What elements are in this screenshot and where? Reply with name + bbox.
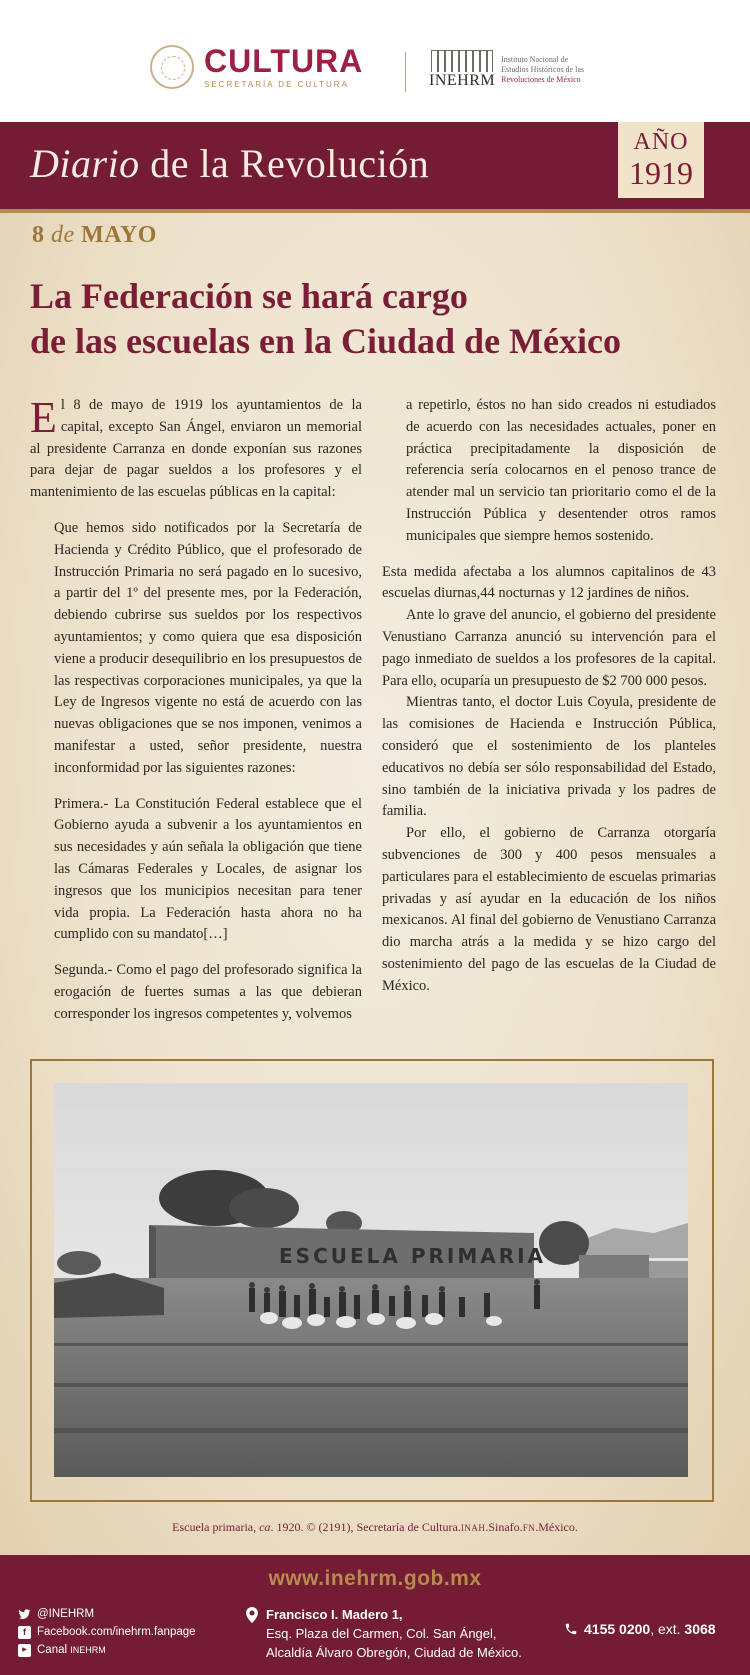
inehrm-line-1: Instituto Nacional de [501,54,569,64]
location-pin-icon [246,1607,258,1623]
headline-line-1: La Federación se hará cargo [30,276,468,316]
year-badge [618,122,704,198]
article-column-right [382,395,716,998]
address-line-2: Esq. Plaza del Carmen, Col. San Ángel, [266,1626,497,1641]
drop-cap: E [30,393,57,442]
photo-caption [0,1520,750,1535]
title-italic: Diario [30,141,140,186]
phone-contact[interactable] [564,1621,716,1637]
phone-icon [564,1622,578,1636]
article-date [32,222,157,249]
year-label: AÑO [633,129,689,155]
building-icon [431,50,493,72]
twitter-icon [18,1608,31,1621]
quote-paragraph-3: Segunda.- Como el pago del profesorado significa la erogación de fuertes sumas a las que debieran corresponder los ingresos competentes y, volvemos [54,962,362,1022]
social-links [18,1605,196,1659]
website-link[interactable]: www.inehrm.gob.mx [268,1567,482,1590]
address-line-3: Alcaldía Álvaro Obregón, Ciudad de México. [266,1645,522,1660]
youtube-icon: ▶ [18,1644,31,1657]
caption-inah: INAH [460,1523,486,1533]
address [246,1605,522,1662]
photo-wall-text: ESCUELA PRIMARIA [279,1244,547,1268]
inehrm-wordmark: INEHRM [429,72,496,89]
title-rest: de la Revolución [139,141,430,186]
quote-paragraph-1: Que hemos sido notificados por la Secretaría de Hacienda y Crédito Público, que el profesorado de Instrucción Primaria no será pagado en lo sucesivo, a partir del 1º del presente mes, por la Federación, debiendo cubrirse sus sueldos por los respectivos ayuntamientos; y como quiera que esa disposición viene a producir desequilibrio en los presupuestos de las respectivas corporaciones municipales, ya que la Ley de Ingresos vigente no está de acuerdo con las nuevas obligaciones que se nos imponen, venimos a manifestar a usted, señor presidente, nuestra inconformidad por las siguientes razones: [54,519,362,776]
twitter-link[interactable] [18,1605,196,1623]
caption-ca: ca [259,1520,271,1534]
inehrm-logo[interactable] [429,50,611,89]
youtube-prefix: Canal [37,1644,71,1656]
youtube-channel: INEHRM [70,1645,106,1655]
inehrm-line-2: Estudios Históricos de las [501,64,584,74]
title-band [0,122,750,213]
headline-line-2: de las escuelas en la Ciudad de México [30,321,621,361]
twitter-handle: @INEHRM [37,1608,95,1620]
facebook-icon: f [18,1626,31,1639]
article-column-left [30,395,362,1026]
date-month: MAYO [81,222,157,248]
inehrm-line-3: Revoluciones de México [501,74,581,84]
quote-paragraph-2: Primera.- La Constitución Federal establece que el Gobierno ayuda a subvenir a los ayuntamientos en sus necesidades y aún señala la obligación que tiene las Cámaras Federales y Locales, de asignar los ingresos que los municipios necesitan para tener vida propia. La Federación hasta ahora no ha cumplido con su mandato[…] [54,795,362,943]
facebook-page: Facebook.com/inehrm.fanpage [37,1626,196,1638]
cultura-logo[interactable] [150,45,363,89]
article-headline [30,274,720,364]
caption-fn: FN [522,1523,536,1533]
logo-divider [405,52,406,92]
facebook-link[interactable] [18,1623,196,1641]
quote-paragraph-3-continued: a repetirlo, éstos no han sido creados ni estudiados de acuerdo con las necesidades actuales, poner en práctica precipitadamente la disposición de referencia sería colocarnos en el penoso trance de atender mal un servicio tan prioritario como el de la Instrucción Pública y desentender otros ramos municipales que siempre hemos sostenido. [406,397,716,544]
paragraph-schools: Esta medida afectaba a los alumnos capitalinos de 43 escuelas diurnas,44 nocturnas y 12 jardines de niños. [382,563,716,602]
phone-ext-label: , ext. [650,1621,685,1637]
date-day: 8 [32,222,45,248]
date-de: de [51,222,75,248]
paragraph-carranza: Ante lo grave del anuncio, el gobierno del presidente Venustiano Carranza anunció su intervención para el pago inmediato de sueldos a los profesores de la capital. Para ello, ocuparía un presupuesto de $2 700 000 pesos. [382,607,716,689]
school-photograph [54,1083,688,1477]
caption-part-d: .México. [535,1520,578,1534]
phone-extension: 3068 [684,1621,716,1637]
footer [0,1555,750,1675]
youtube-link[interactable] [18,1641,196,1659]
caption-part-c: .Sinafo. [485,1520,523,1534]
publication-title [30,140,429,187]
national-seal-icon [150,45,194,89]
address-street: Francisco I. Madero 1, [266,1607,403,1622]
top-header [0,0,750,122]
cultura-wordmark: CULTURA [204,43,364,79]
phone-number: 4155 0200 [584,1621,651,1637]
cultura-subtitle: SECRETARÍA DE CULTURA [204,80,349,89]
paragraph-subsidies: Por ello, el gobierno de Carranza otorgaría subvenciones de 300 y 400 pesos mensuales a particulares para el establecimiento de escuelas primarias privadas y así ayudar en la educación de los niños mexicanos. Al final del gobierno de Venustiano Carranza dio marcha atrás a la medida y se hizo cargo del sostenimiento del pago de las escuelas de la Ciudad de México. [382,825,716,994]
paragraph-intro [30,395,362,504]
inehrm-fullname [501,55,611,85]
caption-part-b: . 1920. © (2191), Secretaría de Cultura. [270,1520,461,1534]
year-value: 1919 [629,155,693,191]
paragraph-intro-text: l 8 de mayo de 1919 los ayuntamientos de la capital, excepto San Ángel, enviaron un memorial al presidente Carranza en donde exponían sus razones para dejar de pagar sueldos a los profesores y el mantenimiento de las escuelas públicas en la capital: [30,397,362,501]
paragraph-coyula: Mientras tanto, el doctor Luis Coyula, presidente de las comisiones de Hacienda e Instrucción Pública, consideró que el sostenimiento de los planteles educativos no debía ser sólo responsabilidad del Estado, sino también de la iniciativa privada y los padres de familia. [382,694,716,820]
caption-part-a: Escuela primaria, [172,1520,260,1534]
